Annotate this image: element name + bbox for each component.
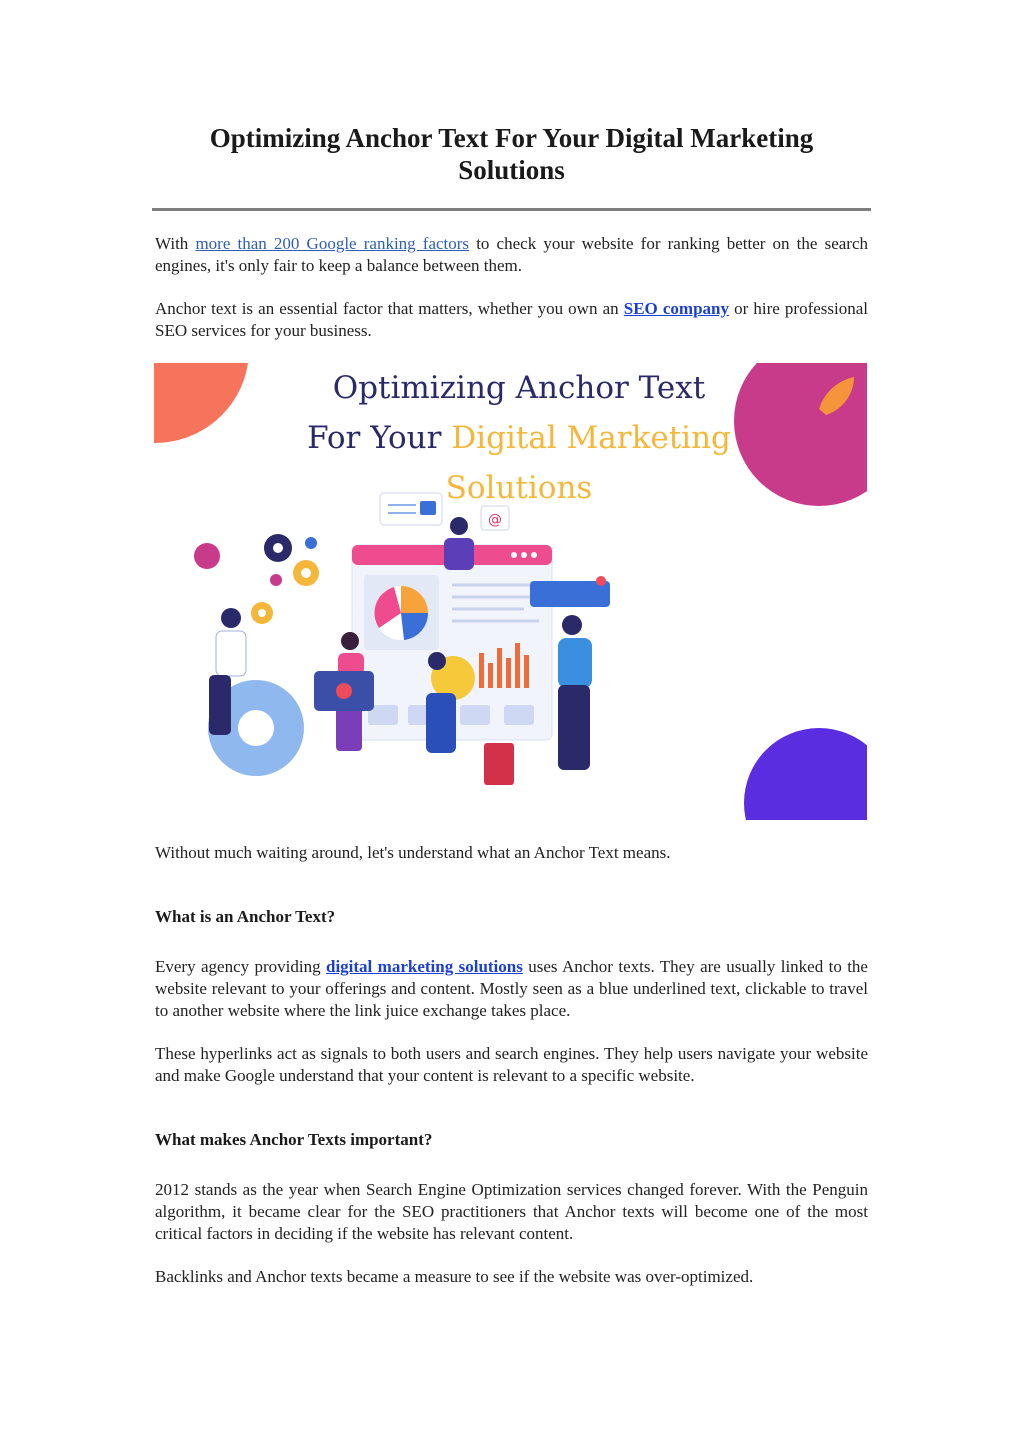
- banner-image: [154, 363, 867, 820]
- section1-heading: What is an Anchor Text?: [155, 907, 336, 926]
- banner-title-dark: For Your: [307, 420, 452, 456]
- shopping-bag-icon: [484, 743, 514, 785]
- anchor-text-before: Anchor text is an essential factor that matters, whether you own an: [155, 299, 624, 318]
- purple-circle-shape: [744, 728, 867, 820]
- heart-icon: [596, 576, 606, 586]
- intro-paragraph: [155, 233, 868, 277]
- intro-text-after: to check your website for ranking better on the search engines, it's only fair to keep a balance between them.: [155, 234, 868, 275]
- banner-title-line2: [304, 413, 734, 463]
- banner-title-line3: Solutions: [445, 470, 593, 506]
- banner-title-accent: Digital Marketing: [451, 420, 731, 456]
- banner-title-line1: Optimizing Anchor Text: [332, 370, 706, 406]
- coral-circle-shape: [154, 363, 248, 443]
- transition-paragraph: Without much waiting around, let's understand what an Anchor Text means.: [155, 843, 671, 862]
- section1-text-before: Every agency providing: [155, 957, 326, 976]
- section1-paragraph1: [155, 956, 868, 1022]
- at-sign-icon: @: [488, 512, 502, 528]
- section1-text-after: uses Anchor texts. They are usually linked to the website relevant to your offerings and content. Mostly seen as a blue underlined text, clickable to travel to another website where the link juice exchange takes place.: [155, 957, 868, 1020]
- section2-paragraph1: 2012 stands as the year when Search Engine Optimization services changed forever. With the Penguin algorithm, it became clear for the SEO practitioners that Anchor texts will become one of the most critical factors in deciding if the website has relevant content.: [155, 1180, 868, 1243]
- section1-paragraph2: These hyperlinks act as signals to both users and search engines. They help users navigate your website and make Google understand that your content is relevant to a specific website.: [155, 1044, 868, 1085]
- anchor-text-after: or hire professional SEO services for your business.: [155, 299, 868, 340]
- section2-heading: What makes Anchor Texts important?: [155, 1130, 433, 1149]
- section2-paragraph2: Backlinks and Anchor texts became a measure to see if the website was over-optimized.: [155, 1267, 754, 1286]
- ranking-factors-link[interactable]: more than 200 Google ranking factors: [195, 234, 470, 253]
- seo-company-link[interactable]: SEO company: [623, 299, 729, 318]
- anchor-paragraph: [155, 298, 868, 342]
- pink-dot-shape: [194, 543, 220, 569]
- page-title: Optimizing Anchor Text For Your Digital Marketing Solutions: [209, 123, 814, 185]
- title-divider: [152, 208, 871, 211]
- person-icon: [221, 608, 241, 628]
- intro-text-before: With: [155, 234, 196, 253]
- digital-marketing-solutions-link[interactable]: digital marketing solutions: [326, 957, 523, 976]
